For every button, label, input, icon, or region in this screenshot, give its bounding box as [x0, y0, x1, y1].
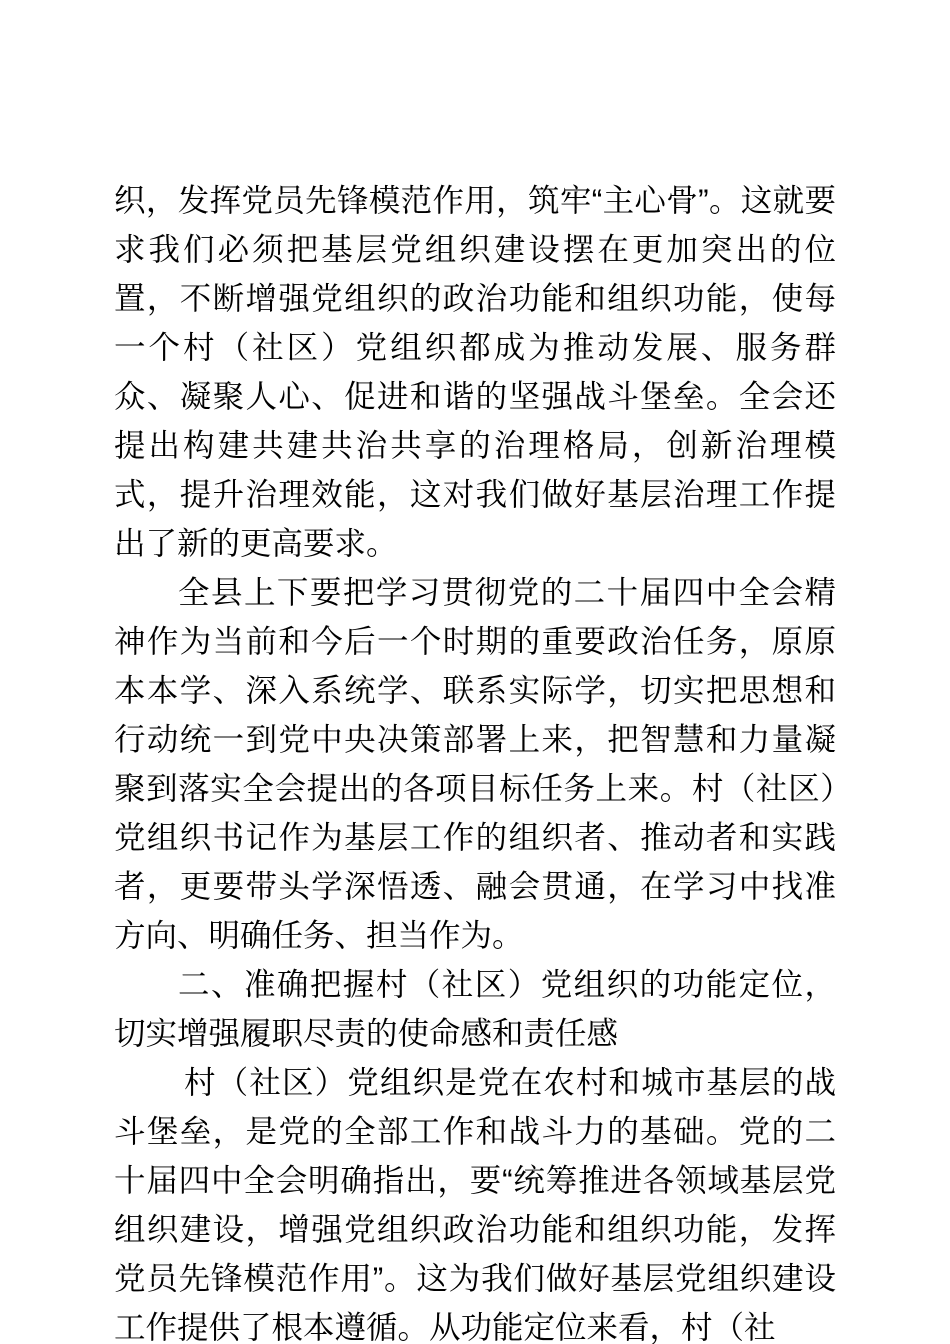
- paragraph-village-community-party-organization: 村（社区）党组织是党在农村和城市基层的战斗堡垒，是党的全部工作和战斗力的基础。党的二十届四中全会明确指出，要“统筹推进各领域基层党组织建设，增强党组织政治功能和组织功能，发挥党员先锋模范作用”。这为我们做好基层党组织建设工作提供了根本遵循。从功能定位来看，村（社: [114, 1064, 836, 1344]
- text-column: [114, 176, 836, 1344]
- paragraph-study-implementation-tasks: 全县上下要把学习贯彻党的二十届四中全会精神作为当前和今后一个时期的重要政治任务，原原本本学、深入系统学、联系实际学，切实把思想和行动统一到党中央决策部署上来，把智慧和力量凝聚到落实全会提出的各项目标任务上来。村（社区）党组织书记作为基层工作的组织者、推动者和实践者，更要带头学深悟透、融会贯通，在学习中找准方向、明确任务、担当作为。: [114, 574, 836, 953]
- paragraph-continued-from-previous-page: 织，发挥党员先锋模范作用，筑牢“主心骨”。这就要求我们必须把基层党组织建设摆在更加突出的位置，不断增强党组织的政治功能和组织功能，使每一个村（社区）党组织都成为推动发展、服务群众、凝聚人心、促进和谐的坚强战斗堡垒。全会还提出构建共建共治共享的治理格局，创新治理模式，提升治理效能，这对我们做好基层治理工作提出了新的更高要求。: [114, 182, 836, 561]
- section-heading-two: 二、准确把握村（社区）党组织的功能定位，切实增强履职尽责的使命感和责任感: [114, 966, 836, 1051]
